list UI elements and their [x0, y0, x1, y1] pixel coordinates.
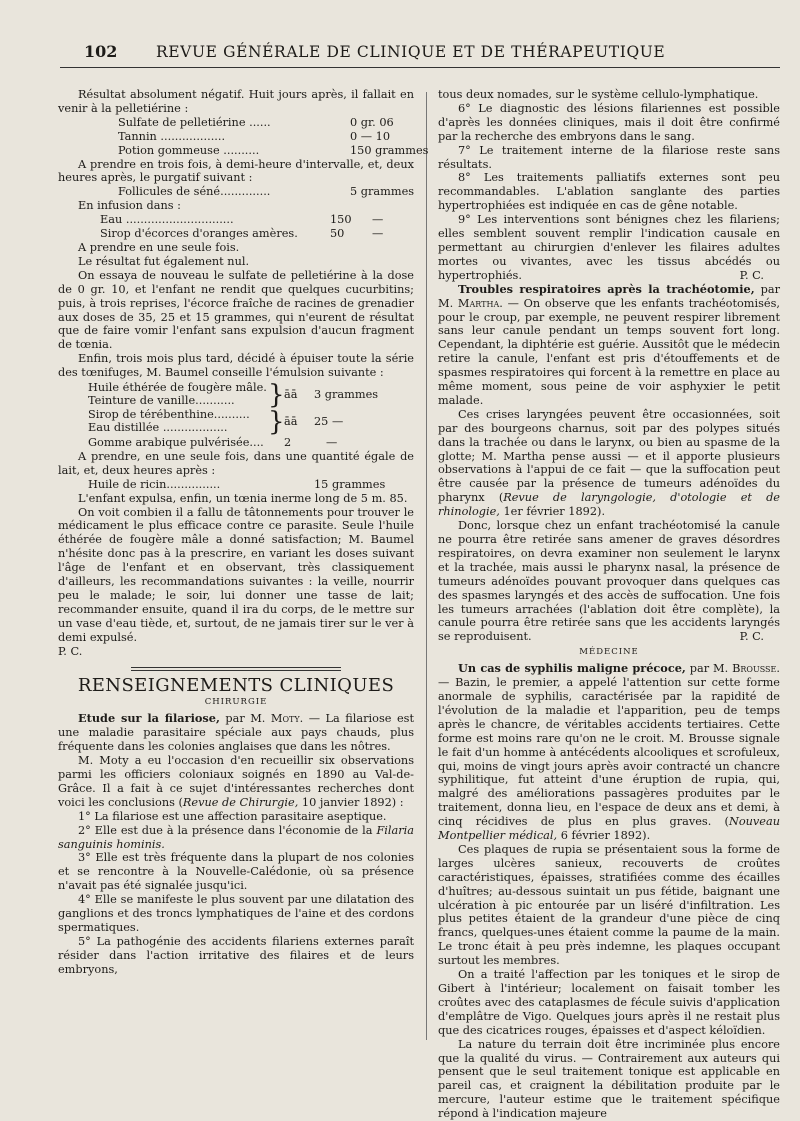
article-author: Martha [457, 296, 500, 310]
text-run: 2° Elle est due à la présence dans l'économie de la [78, 823, 377, 837]
author-initials: P. C. [58, 644, 83, 658]
rx-dose: 0 gr. 06 [350, 115, 394, 129]
article-title: Troubles respiratoires après la trachéotomie, [458, 281, 755, 296]
rx-line [118, 185, 414, 199]
rx-brace-group [58, 406, 414, 437]
article-title: Etude sur la filariose, [78, 711, 220, 726]
rx-line [118, 130, 414, 144]
article-syphilis [438, 662, 780, 843]
page-number: 102 [84, 42, 118, 61]
rx-dose: 150 [330, 213, 352, 227]
article-author: Brousse [732, 662, 777, 676]
header-rule [60, 67, 780, 68]
rx-dose: 5 grammes [350, 185, 415, 199]
rx-ana: āā [284, 387, 298, 401]
journal-title: REVUE GÉNÉRALE DE CLINIQUE ET DE THÉRAPEUTIQUE [156, 43, 666, 61]
text-run: Ces crises laryngées peuvent être occasionnées, soit par des bourgeons charnus, soit par des polypes situés dans la trachée ou dans le larynx, ou bien au spasme de la glotte; M. Martha pense aussi — et il apporte plusieurs observations à l'appui de ce fait — que la suffocation peut être causée par la présence de tumeurs adénoïdes du pharynx ( [438, 407, 780, 505]
rx-dose: 50 [330, 227, 345, 241]
article-title: Un cas de syphilis maligne précoce, [458, 661, 686, 676]
rx-ingredient: Tannin .................. [118, 129, 226, 143]
paragraph: La nature du terrain doit être incriminée plus encore que la qualité du virus. — Contrairement aux auteurs qui pensent que le seul traitement tonique est applicable en pareil cas, et craignent la débilitation produite par le mercure, l'auteur estime que le traitement spécifique répond à l'indication majeure [438, 1037, 780, 1121]
running-header [60, 42, 778, 64]
rx-ana: āā [284, 414, 298, 428]
paragraph: Le résultat fut également nul. [78, 254, 250, 268]
rx-unit: — [372, 213, 384, 227]
paragraph [438, 519, 780, 644]
conclusion-item: 4° Elle se manifeste le plus souvent par une dilatation des ganglions et des troncs lymphatiques de l'aine et des cordons spermatiques. [58, 893, 414, 934]
rx-line [118, 143, 429, 158]
rx-dose: 3 grammes [314, 387, 379, 401]
prescription-4 [58, 436, 414, 450]
brace-glyph: } [268, 379, 285, 410]
paragraph: On essaya de nouveau le sulfate de pelletiérine à la dose de 0 gr. 10, et l'enfant ne rendit que quelques cucurbitins; puis, à trois reprises, l'écorce fraîche de racines de grenadier aux doses de 35, 25 et 15 grammes, qui n'eurent de résultat que de faire vomir l'enfant sans expulsion d'aucun fragment de tœnia. [58, 268, 414, 352]
rx-dose: 25 — [314, 414, 344, 428]
article-text: . — On observe que les enfants trachéotomisés, pour le croup, par exemple, ne peuvent respirer librement sans leur canule pendant un temps souvent fort long. Cependant, la diphtérie est guérie. Aussitôt que le médecin retire la canule, l'enfant est pris d'étouffements et de spasmes respiratoires qui forcent à la remettre en place au même moment, sous peine de voir asphyxier le petit malade. [438, 296, 780, 407]
paragraph: On a traité l'affection par les toniques et le sirop de Gibert à l'intérieur; localement on faisait tomber les croûtes avec des cataplasmes de fécule suivis d'application d'emplâtre de Vigo. Quelques jours après il ne restait plus que des cicatrices rouges, épaisses et d'aspect kéloïdien. [438, 968, 780, 1037]
article-tracheotomie [438, 283, 780, 408]
rx-ingredient: Sirop d'écorces d'oranges amères. [100, 227, 298, 241]
conclusion-item: 6° Le diagnostic des lésions filariennes est possible d'après les données cliniques, mais il doit être confirmé par la recherche des embryons dans le sang. [438, 101, 780, 143]
article-filariose [58, 712, 414, 754]
rx-line [100, 213, 414, 227]
subsection-label: CHIRURGIE [204, 697, 268, 708]
paragraph: Enfin, trois mois plus tard, décidé à épuiser toute la série des tœnifuges, M. Baumel conseille l'émulsion suivante : [58, 352, 414, 380]
section-title: RENSEIGNEMENTS CLINIQUES [77, 674, 395, 696]
rx-ingredient: Gomme arabique pulvérisée.... [88, 436, 264, 450]
rx-brace-group [58, 379, 414, 410]
paragraph: A prendre en une seule fois. [78, 240, 240, 254]
rx-ingredient: Huile éthérée de fougère mâle. [88, 382, 267, 395]
article-by: par M. [685, 662, 733, 676]
paragraph [438, 408, 780, 519]
paragraph: Résultat absolument négatif. Huit jours après, il fallait en venir à la pelletiérine : [58, 88, 414, 115]
rx-dose: 0 — 10 [350, 129, 391, 143]
paragraph: L'enfant expulsa, enfin, un tœnia inerme long de 5 m. 85. [78, 491, 408, 505]
conclusion-item: 5° La pathogénie des accidents filariens externes paraît résider dans l'action irritative des filaires et de leurs embryons, [58, 934, 414, 976]
author-initials: P. C. [739, 268, 764, 282]
rx-ingredient: Potion gommeuse .......... [118, 143, 260, 157]
citation: Nouveau Montpellier médical, [438, 815, 780, 843]
paragraph: A prendre, en une seule fois, dans une quantité égale de lait, et, deux heures après : [58, 449, 414, 477]
conclusion-item: 8° Les traitements palliatifs externes sont peu recommandables. L'ablation sanglante des parties hypertrophiées est indiquée en cas de gêne notable. [438, 171, 780, 213]
author-initials: P. C. [739, 630, 764, 644]
rx-line [100, 227, 414, 241]
rx-ingredient: Eau distillée .................. [88, 421, 228, 434]
paragraph: A prendre en trois fois, à demi-heure d'intervalle, et, deux heures après, le purgatif suivant : [58, 157, 414, 185]
paragraph [58, 754, 414, 810]
article-by: par M. [438, 282, 780, 310]
conclusion-item: 1° La filariose est une affection parasitaire aseptique. [78, 809, 387, 823]
text-run: Donc, lorsque chez un enfant trachéotomisé la canule ne pourra être retirée sans amener de graves désordres respiratoires, on devra examiner non seulement le larynx et la trachée, mais aussi le pharynx nasal, la présence de tumeurs adénoïdes pouvant provoquer dans quelques cas des spasmes laryngés et des accès de suffocation. Une fois les tumeurs arrachées (l'ablation doit être complète), la canule pourra être retirée sans que les accidents laryngés se reproduisent. [438, 519, 780, 644]
rx-ingredient: Sirop de térébenthine.......... [88, 409, 250, 422]
citation: Revue de Chirurgie, [182, 795, 299, 809]
subsection-label: MÉDECINE [579, 647, 639, 658]
article-text: . — Bazin, le premier, a appelé l'attention sur cette forme anormale de syphilis, caractérisée par la rapidité de l'évolution de la maladie et l'apparition, peu de temps après le chancre, de véritables accidents tertiaires. Cette forme est moins rare qu'on ne le croit. M. Brousse signale le fait d'un homme à antécédents alcooliques et scrofuleux, qui, moins de vingt jours après avoir contracté un chancre syphilitique, fut atteint d'une éruption de rupia, qui, malgré des améliorations passagères produites par le traitement, donna lieu, en l'espace de deux ans et demi, à cinq récidives de plus en plus graves. ( [438, 662, 780, 829]
rx-dose: 150 grammes [350, 143, 429, 157]
rx-ingredient: Follicules de séné.............. [118, 185, 271, 199]
rx-line [88, 478, 414, 492]
rx-ingredient: Teinture de vanille........... [88, 394, 235, 407]
text-run: 6 février 1892). [557, 829, 651, 843]
text-run: 10 janvier 1892) : [298, 795, 404, 809]
species-name: Filaria sanguinis hominis. [58, 823, 414, 851]
conclusion-item [438, 213, 780, 283]
text-run: 9° Les interventions sont bénignes chez les filariens; elles semblent souvent remplir l'indication causale en permettant au chirurgien d'enlever les filaires adultes mortes ou vivantes, avec les tissus abcédés ou hypertrophiés. [438, 213, 780, 282]
citation: Revue de laryngologie, d'otologie et de rhinologie, [438, 491, 780, 519]
rx-line [88, 436, 414, 450]
prescription-2 [58, 185, 414, 199]
prescription-5 [58, 478, 414, 492]
paragraph: Ces plaques de rupia se présentaient sous la forme de larges ulcères sanieux, recouverts de croûtes caractéristiques, épaisses, stratifiées comme des écailles d'huîtres; au-dessous suintait un pus fétide, baignant une ulcération à pic entourée par un liséré d'infiltration. Les plus petites étaient de la grandeur d'une pièce de cinq francs, quelques-unes étaient comme la paume de la main. Le tronc était à peu près indemne, les plaques occupant surtout les membres. [438, 842, 780, 968]
left-column [58, 88, 429, 977]
rx-dose: 15 grammes [314, 477, 386, 491]
article-by: par M. [219, 712, 271, 726]
conclusion-item: 7° Le traitement interne de la filariose reste sans résultats. [438, 143, 780, 171]
section-double-rule [131, 667, 341, 671]
rx-ingredient: Huile de ricin............... [88, 477, 221, 491]
rx-ingredient: Sulfate de pelletiérine ...... [118, 115, 271, 129]
text-run: M. Moty a eu l'occasion d'en recueillir six observations parmi les officiers coloniaux soignés en 1890 au Val-de-Grâce. Il a fait à ce sujet d'intéressantes recherches dont voici les conclusions ( [58, 754, 414, 809]
article-author: Moty [270, 712, 300, 726]
brace-glyph: } [268, 406, 285, 437]
prescription-3 [58, 213, 414, 241]
conclusion-item: 3° Elle est très fréquente dans la plupart de nos colonies et se rencontre à la Nouvelle-Calédonie, où sa présence n'avait pas été signalée jusqu'ici. [58, 851, 414, 893]
paragraph: On voit combien il a fallu de tâtonnements pour trouver le médicament le plus efficace contre ce parasite. Seule l'huile éthérée de fougère mâle a donné satisfaction; M. Baumel n'hésite donc pas à la prescrire, en variant les doses suivant l'âge de l'enfant et en observant, très classiquement d'ailleurs, les recommandations suivantes : la veille, nourrir peu le malade; le soir, lui donner une tasse de lait; recommander ensuite, quand il ira du corps, de le mettre sur un vase d'eau tiède, et, surtout, de ne jamais tirer sur le ver à demi expulsé. [58, 505, 414, 644]
rx-dose: 2 [284, 436, 292, 450]
rx-line [118, 116, 414, 130]
rx-ingredient: Eau .............................. [100, 213, 234, 227]
text-run: 1er février 1892). [499, 505, 606, 519]
paragraph: En infusion dans : [78, 199, 181, 213]
prescription-1 [58, 115, 429, 158]
conclusion-item [58, 824, 414, 852]
article-text: . — La filariose est une maladie parasitaire spéciale aux pays chauds, plus fréquente dans les colonies anglaises que dans les nôtres. [58, 712, 414, 754]
rx-unit: — [326, 436, 338, 450]
column-divider [426, 92, 427, 1040]
right-column [438, 88, 780, 1121]
rx-unit: — [372, 227, 384, 241]
paragraph: tous deux nomades, sur le système cellulo-lymphatique. [438, 88, 759, 101]
